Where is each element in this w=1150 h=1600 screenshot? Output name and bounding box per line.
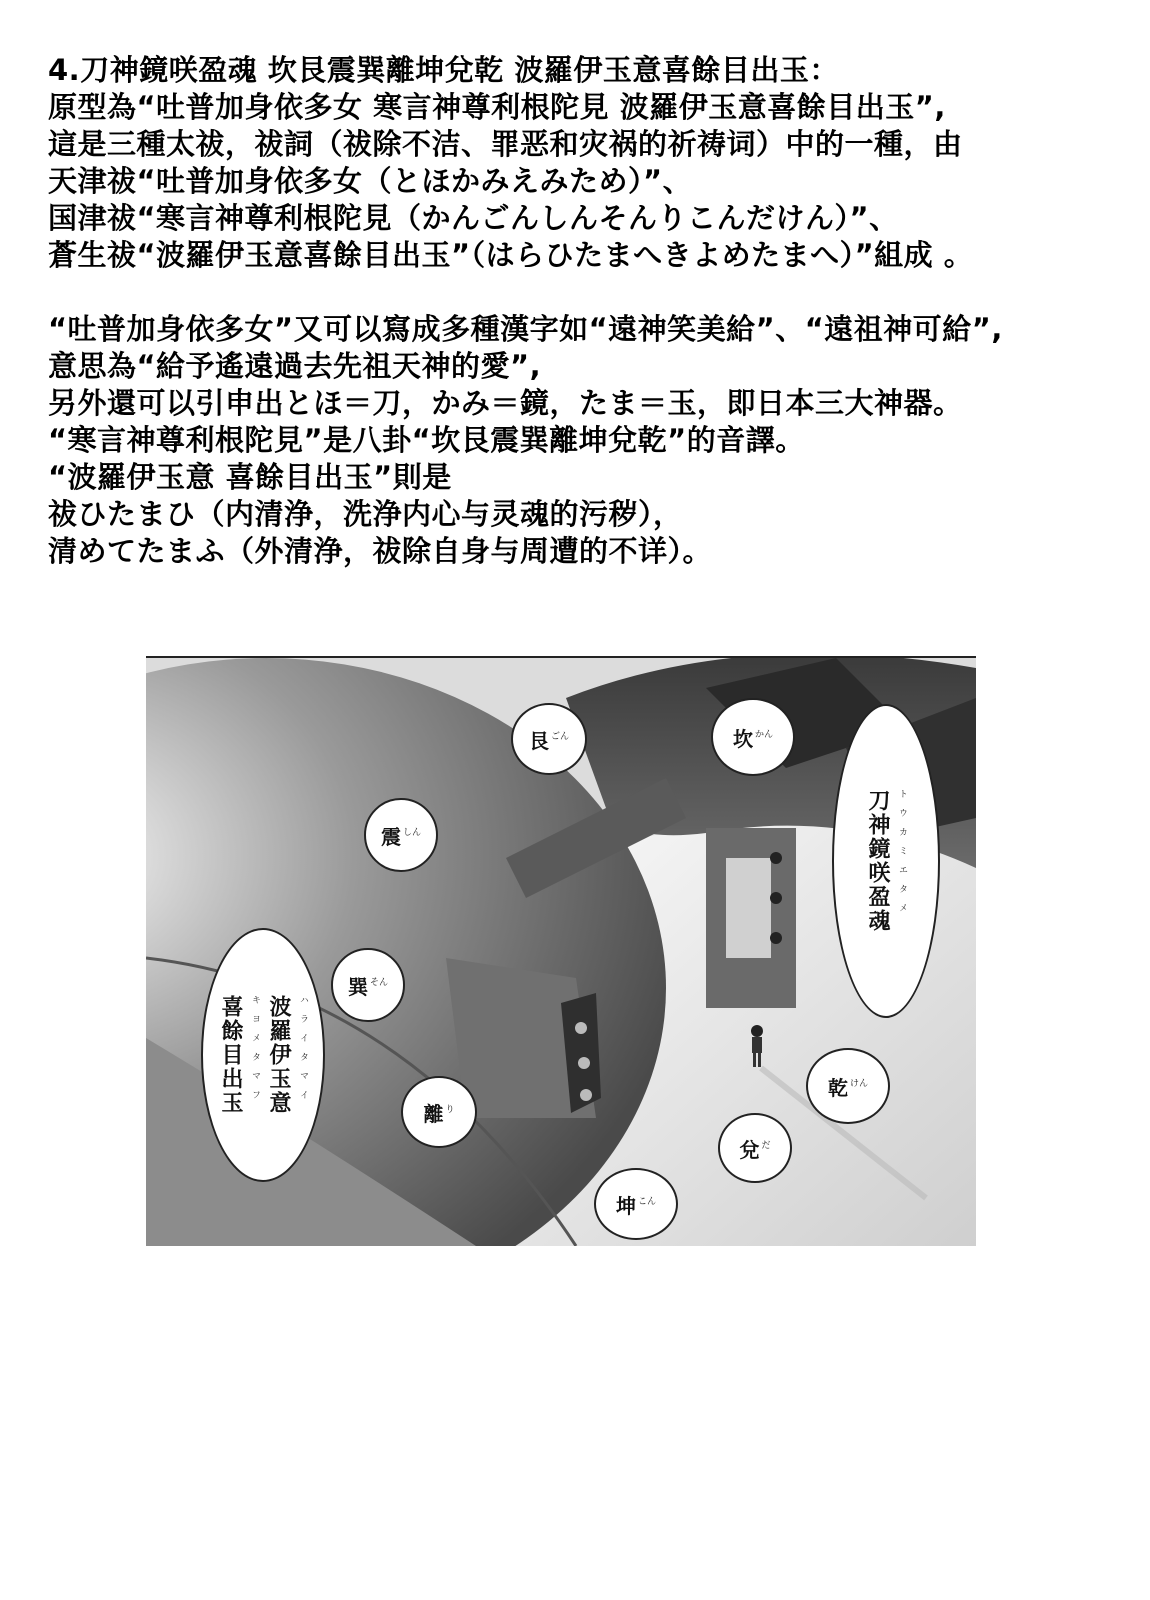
chant-bubble-right — [832, 704, 940, 1018]
note-line: 国津祓“寒言神尊利根陀見（かんごんしんそんりこんだけん）”、 — [48, 201, 899, 235]
note-line: 另外還可以引申出とほ＝刀，かみ＝鏡，たま＝玉，即日本三大神器。 — [48, 386, 963, 420]
annotation-text — [48, 52, 1128, 570]
chant-bubble-left — [201, 928, 325, 1182]
trigram-bubble-ken: 乾 けん — [806, 1048, 890, 1124]
note-line: 意思為“給予遙遠過去先祖天神的愛”, — [48, 349, 542, 383]
note-line: “波羅伊玉意 喜餘目出玉”則是 — [48, 460, 452, 494]
trigram-bubble-ri: 離 り — [401, 1076, 477, 1148]
trigram-bubble-kon: 坤 こん — [594, 1168, 678, 1240]
note-line: “吐普加身依多女”又可以寫成多種漢字如“遠神笑美給”、“遠祖神可給”, — [48, 312, 1003, 346]
chant-left-ruby1: ハライタマイ — [298, 995, 308, 1109]
trigram-bubble-gen: 艮 ごん — [511, 703, 587, 775]
trigram-bubble-da: 兌 だ — [718, 1113, 792, 1183]
chant-right-ruby: トウカミエタメ — [897, 789, 907, 922]
note-line: 4.刀神鏡咲盈魂 坎艮震巽離坤兌乾 波羅伊玉意喜餘目出玉： — [48, 53, 839, 87]
paragraph-gap — [48, 274, 1128, 311]
chant-left-ruby2: キヨメタマフ — [250, 995, 260, 1109]
chant-right-text: 刀神鏡咲盈魂 — [865, 789, 891, 933]
chant-left-col2: 喜餘目出玉 — [218, 995, 244, 1115]
trigram-bubble-son: 巽 そん — [331, 948, 405, 1022]
note-line: 清めてたまふ（外清浄，祓除自身与周遭的不详）。 — [48, 534, 713, 568]
note-line: 原型為“吐普加身依多女 寒言神尊利根陀見 波羅伊玉意喜餘目出玉”, — [48, 90, 946, 124]
manga-panel — [146, 656, 976, 1246]
note-line: 祓ひたまひ（内清浄，洗浄内心与灵魂的污秽）， — [48, 497, 683, 531]
note-line: 天津祓“吐普加身依多女（とほかみえみため）”、 — [48, 164, 693, 198]
note-line: 這是三種太祓，祓詞（祓除不洁、罪恶和灾祸的祈祷词）中的一種，由 — [48, 127, 963, 161]
chant-left-col1: 波羅伊玉意 — [266, 995, 292, 1115]
trigram-bubble-shin: 震 しん — [364, 798, 438, 872]
note-line: “寒言神尊利根陀見”是八卦“坎艮震巽離坤兌乾”的音譯。 — [48, 423, 805, 457]
note-line: 蒼生祓“波羅伊玉意喜餘目出玉”（はらひたまへきよめたまへ）”組成 。 — [48, 238, 974, 272]
trigram-bubble-kan: 坎 かん — [711, 698, 795, 776]
